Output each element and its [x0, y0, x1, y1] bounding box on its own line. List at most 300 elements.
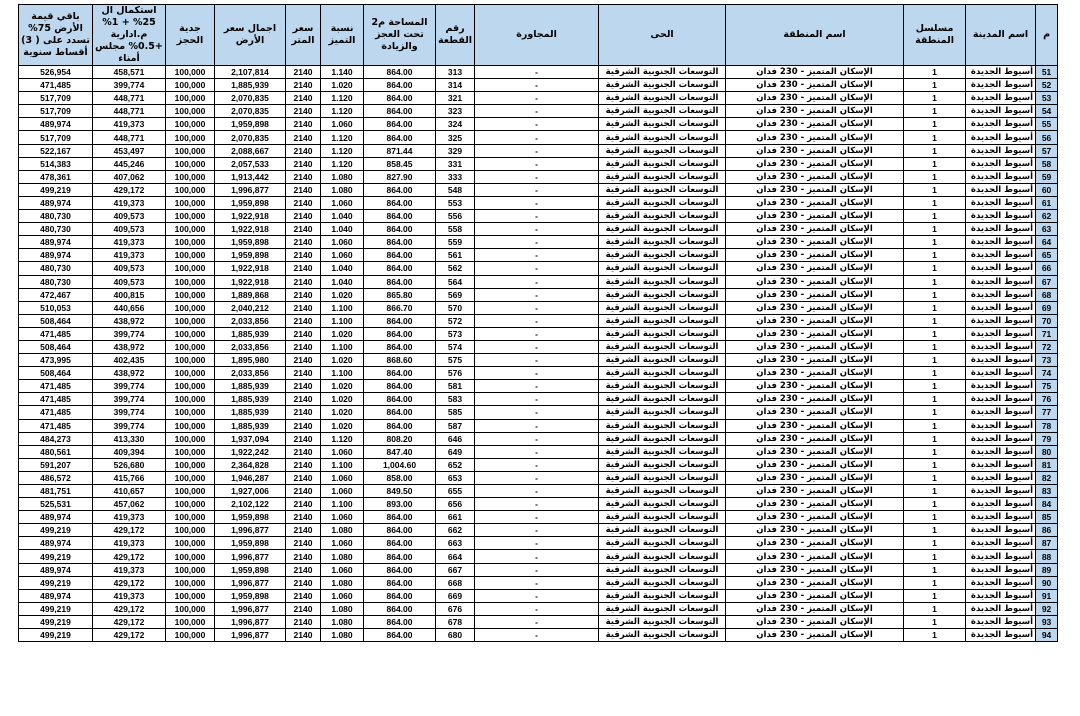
cell-area: 864.00	[364, 550, 436, 563]
cell-neighbor: -	[475, 118, 599, 131]
cell-plot: 667	[436, 563, 475, 576]
table-row	[19, 183, 1058, 196]
cell-neighbor: -	[475, 157, 599, 170]
cell-zone-serial: 1	[904, 340, 966, 353]
cell-district: التوسعات الجنوبية الشرقية	[599, 629, 726, 642]
cell-index: 56	[1036, 131, 1058, 144]
cell-zone: الإسكان المتميز - 230 فدان	[726, 458, 904, 471]
cell-city: أسيوط الجديدة	[966, 485, 1036, 498]
cell-plot: 329	[436, 144, 475, 157]
cell-total: 2,102,122	[215, 498, 286, 511]
cell-remaining: 499,219	[19, 615, 93, 628]
cell-city: أسيوط الجديدة	[966, 458, 1036, 471]
cell-index: 86	[1036, 524, 1058, 537]
cell-meter-price: 2140	[286, 118, 321, 131]
cell-zone-serial: 1	[904, 550, 966, 563]
cell-ratio: 1.120	[321, 432, 364, 445]
cell-city: أسيوط الجديدة	[966, 92, 1036, 105]
header-completion: استكمال ال 25% + 1% م.ادارية +0.5% مجلس أمناء	[93, 5, 166, 66]
cell-zone-serial: 1	[904, 288, 966, 301]
cell-remaining: 489,974	[19, 118, 93, 131]
cell-area: 808.20	[364, 432, 436, 445]
cell-city: أسيوط الجديدة	[966, 105, 1036, 118]
cell-zone: الإسكان المتميز - 230 فدان	[726, 602, 904, 615]
cell-zone-serial: 1	[904, 301, 966, 314]
cell-area: 866.70	[364, 301, 436, 314]
cell-total: 1,885,939	[215, 327, 286, 340]
cell-total: 1,889,868	[215, 288, 286, 301]
cell-total: 1,996,877	[215, 576, 286, 589]
cell-zone-serial: 1	[904, 170, 966, 183]
cell-index: 54	[1036, 105, 1058, 118]
cell-total: 1,959,898	[215, 563, 286, 576]
cell-deposit: 100,000	[166, 249, 215, 262]
cell-total: 1,922,918	[215, 223, 286, 236]
cell-meter-price: 2140	[286, 196, 321, 209]
cell-remaining: 508,464	[19, 367, 93, 380]
cell-deposit: 100,000	[166, 393, 215, 406]
cell-zone: الإسكان المتميز - 230 فدان	[726, 144, 904, 157]
cell-total: 1,996,877	[215, 615, 286, 628]
cell-meter-price: 2140	[286, 485, 321, 498]
cell-zone: الإسكان المتميز - 230 فدان	[726, 236, 904, 249]
cell-completion: 399,774	[93, 380, 166, 393]
cell-district: التوسعات الجنوبية الشرقية	[599, 249, 726, 262]
cell-meter-price: 2140	[286, 615, 321, 628]
cell-city: أسيوط الجديدة	[966, 629, 1036, 642]
cell-completion: 438,972	[93, 340, 166, 353]
cell-remaining: 517,709	[19, 105, 93, 118]
cell-city: أسيوط الجديدة	[966, 471, 1036, 484]
cell-remaining: 471,485	[19, 393, 93, 406]
cell-zone: الإسكان المتميز - 230 فدان	[726, 105, 904, 118]
cell-completion: 419,373	[93, 589, 166, 602]
cell-ratio: 1.040	[321, 223, 364, 236]
cell-ratio: 1.060	[321, 236, 364, 249]
cell-zone: الإسكان المتميز - 230 فدان	[726, 314, 904, 327]
cell-remaining: 489,974	[19, 563, 93, 576]
cell-area: 871.44	[364, 144, 436, 157]
cell-deposit: 100,000	[166, 511, 215, 524]
cell-remaining: 489,974	[19, 249, 93, 262]
cell-zone: الإسكان المتميز - 230 فدان	[726, 589, 904, 602]
cell-meter-price: 2140	[286, 157, 321, 170]
cell-zone-serial: 1	[904, 354, 966, 367]
cell-plot: 562	[436, 262, 475, 275]
cell-index: 52	[1036, 79, 1058, 92]
cell-index: 64	[1036, 236, 1058, 249]
cell-total: 1,913,442	[215, 170, 286, 183]
cell-deposit: 100,000	[166, 524, 215, 537]
cell-city: أسيوط الجديدة	[966, 537, 1036, 550]
cell-remaining: 499,219	[19, 524, 93, 537]
cell-deposit: 100,000	[166, 615, 215, 628]
cell-deposit: 100,000	[166, 367, 215, 380]
cell-remaining: 471,485	[19, 406, 93, 419]
cell-ratio: 1.060	[321, 485, 364, 498]
cell-zone-serial: 1	[904, 367, 966, 380]
cell-district: التوسعات الجنوبية الشرقية	[599, 288, 726, 301]
cell-meter-price: 2140	[286, 327, 321, 340]
cell-district: التوسعات الجنوبية الشرقية	[599, 406, 726, 419]
cell-neighbor: -	[475, 210, 599, 223]
cell-area: 864.00	[364, 262, 436, 275]
cell-index: 76	[1036, 393, 1058, 406]
cell-index: 89	[1036, 563, 1058, 576]
cell-deposit: 100,000	[166, 262, 215, 275]
cell-deposit: 100,000	[166, 563, 215, 576]
cell-total: 1,959,898	[215, 537, 286, 550]
cell-city: أسيوط الجديدة	[966, 354, 1036, 367]
cell-total: 1,922,918	[215, 210, 286, 223]
cell-zone: الإسكان المتميز - 230 فدان	[726, 576, 904, 589]
cell-district: التوسعات الجنوبية الشرقية	[599, 354, 726, 367]
cell-plot: 678	[436, 615, 475, 628]
cell-ratio: 1.060	[321, 118, 364, 131]
cell-district: التوسعات الجنوبية الشرقية	[599, 511, 726, 524]
cell-zone: الإسكان المتميز - 230 فدان	[726, 471, 904, 484]
cell-remaining: 499,219	[19, 550, 93, 563]
cell-zone: الإسكان المتميز - 230 فدان	[726, 537, 904, 550]
cell-ratio: 1.020	[321, 354, 364, 367]
cell-meter-price: 2140	[286, 144, 321, 157]
cell-deposit: 100,000	[166, 340, 215, 353]
cell-zone: الإسكان المتميز - 230 فدان	[726, 275, 904, 288]
table-row	[19, 223, 1058, 236]
cell-index: 51	[1036, 66, 1058, 79]
cell-plot: 558	[436, 223, 475, 236]
cell-district: التوسعات الجنوبية الشرقية	[599, 275, 726, 288]
cell-ratio: 1.120	[321, 157, 364, 170]
cell-zone-serial: 1	[904, 524, 966, 537]
table-row	[19, 589, 1058, 602]
cell-district: التوسعات الجنوبية الشرقية	[599, 471, 726, 484]
cell-zone: الإسكان المتميز - 230 فدان	[726, 183, 904, 196]
cell-zone: الإسكان المتميز - 230 فدان	[726, 79, 904, 92]
cell-total: 1,885,939	[215, 380, 286, 393]
cell-area: 864.00	[364, 275, 436, 288]
cell-area: 864.00	[364, 210, 436, 223]
cell-plot: 559	[436, 236, 475, 249]
cell-district: التوسعات الجنوبية الشرقية	[599, 262, 726, 275]
cell-neighbor: -	[475, 589, 599, 602]
cell-district: التوسعات الجنوبية الشرقية	[599, 301, 726, 314]
cell-index: 60	[1036, 183, 1058, 196]
cell-area: 864.00	[364, 249, 436, 262]
cell-ratio: 1.100	[321, 458, 364, 471]
table-row	[19, 563, 1058, 576]
cell-zone: الإسكان المتميز - 230 فدان	[726, 367, 904, 380]
cell-zone-serial: 1	[904, 236, 966, 249]
cell-city: أسيوط الجديدة	[966, 314, 1036, 327]
table-row	[19, 262, 1058, 275]
cell-zone: الإسكان المتميز - 230 فدان	[726, 118, 904, 131]
cell-meter-price: 2140	[286, 406, 321, 419]
cell-completion: 457,062	[93, 498, 166, 511]
cell-completion: 419,373	[93, 563, 166, 576]
cell-completion: 440,656	[93, 301, 166, 314]
cell-zone: الإسكان المتميز - 230 فدان	[726, 406, 904, 419]
cell-zone-serial: 1	[904, 471, 966, 484]
cell-total: 1,996,877	[215, 524, 286, 537]
table-row	[19, 131, 1058, 144]
cell-deposit: 100,000	[166, 170, 215, 183]
cell-plot: 313	[436, 66, 475, 79]
table-row	[19, 249, 1058, 262]
cell-index: 87	[1036, 537, 1058, 550]
cell-zone-serial: 1	[904, 183, 966, 196]
cell-meter-price: 2140	[286, 419, 321, 432]
cell-neighbor: -	[475, 92, 599, 105]
cell-area: 865.80	[364, 288, 436, 301]
table-row	[19, 498, 1058, 511]
cell-meter-price: 2140	[286, 183, 321, 196]
header-city: اسم المدينة	[966, 5, 1036, 66]
cell-index: 79	[1036, 432, 1058, 445]
cell-remaining: 471,485	[19, 380, 93, 393]
cell-completion: 429,172	[93, 615, 166, 628]
cell-city: أسيوط الجديدة	[966, 301, 1036, 314]
cell-index: 58	[1036, 157, 1058, 170]
cell-completion: 399,774	[93, 79, 166, 92]
cell-completion: 409,394	[93, 445, 166, 458]
cell-remaining: 478,361	[19, 170, 93, 183]
cell-zone-serial: 1	[904, 380, 966, 393]
cell-deposit: 100,000	[166, 589, 215, 602]
cell-plot: 548	[436, 183, 475, 196]
cell-neighbor: -	[475, 105, 599, 118]
cell-remaining: 484,273	[19, 432, 93, 445]
cell-completion: 409,573	[93, 210, 166, 223]
cell-city: أسيوط الجديدة	[966, 432, 1036, 445]
cell-city: أسيوط الجديدة	[966, 249, 1036, 262]
cell-ratio: 1.140	[321, 66, 364, 79]
cell-city: أسيوط الجديدة	[966, 511, 1036, 524]
cell-area: 864.00	[364, 615, 436, 628]
cell-zone-serial: 1	[904, 629, 966, 642]
cell-zone-serial: 1	[904, 498, 966, 511]
cell-district: التوسعات الجنوبية الشرقية	[599, 393, 726, 406]
cell-zone-serial: 1	[904, 563, 966, 576]
cell-index: 71	[1036, 327, 1058, 340]
cell-zone-serial: 1	[904, 223, 966, 236]
cell-total: 2,070,835	[215, 92, 286, 105]
cell-zone: الإسكان المتميز - 230 فدان	[726, 445, 904, 458]
header-zone: اسم المنطقة	[726, 5, 904, 66]
header-index: م	[1036, 5, 1058, 66]
cell-zone-serial: 1	[904, 210, 966, 223]
cell-index: 55	[1036, 118, 1058, 131]
cell-neighbor: -	[475, 563, 599, 576]
cell-district: التوسعات الجنوبية الشرقية	[599, 550, 726, 563]
cell-plot: 564	[436, 275, 475, 288]
cell-completion: 402,435	[93, 354, 166, 367]
cell-area: 864.00	[364, 105, 436, 118]
cell-ratio: 1.020	[321, 327, 364, 340]
cell-neighbor: -	[475, 498, 599, 511]
cell-city: أسيوط الجديدة	[966, 498, 1036, 511]
table-row	[19, 327, 1058, 340]
cell-remaining: 517,709	[19, 131, 93, 144]
cell-area: 864.00	[364, 118, 436, 131]
cell-district: التوسعات الجنوبية الشرقية	[599, 537, 726, 550]
cell-plot: 573	[436, 327, 475, 340]
cell-total: 1,927,006	[215, 485, 286, 498]
cell-zone-serial: 1	[904, 432, 966, 445]
cell-ratio: 1.080	[321, 576, 364, 589]
cell-total: 1,959,898	[215, 249, 286, 262]
cell-city: أسيوط الجديدة	[966, 602, 1036, 615]
cell-area: 864.00	[364, 419, 436, 432]
cell-deposit: 100,000	[166, 105, 215, 118]
cell-zone-serial: 1	[904, 105, 966, 118]
cell-plot: 662	[436, 524, 475, 537]
table-row	[19, 550, 1058, 563]
cell-meter-price: 2140	[286, 550, 321, 563]
cell-ratio: 1.060	[321, 589, 364, 602]
cell-total: 1,946,287	[215, 471, 286, 484]
table-row	[19, 367, 1058, 380]
cell-meter-price: 2140	[286, 524, 321, 537]
cell-total: 2,033,856	[215, 314, 286, 327]
cell-deposit: 100,000	[166, 354, 215, 367]
cell-zone: الإسكان المتميز - 230 فدان	[726, 498, 904, 511]
cell-total: 2,033,856	[215, 367, 286, 380]
cell-city: أسيوط الجديدة	[966, 157, 1036, 170]
cell-area: 864.00	[364, 183, 436, 196]
cell-area: 893.00	[364, 498, 436, 511]
cell-plot: 656	[436, 498, 475, 511]
cell-city: أسيوط الجديدة	[966, 288, 1036, 301]
cell-area: 849.50	[364, 485, 436, 498]
cell-index: 70	[1036, 314, 1058, 327]
cell-total: 2,033,856	[215, 340, 286, 353]
cell-remaining: 499,219	[19, 602, 93, 615]
cell-total: 1,922,242	[215, 445, 286, 458]
table-row	[19, 157, 1058, 170]
cell-completion: 409,573	[93, 262, 166, 275]
cell-zone-serial: 1	[904, 537, 966, 550]
cell-deposit: 100,000	[166, 629, 215, 642]
cell-city: أسيوط الجديدة	[966, 406, 1036, 419]
cell-ratio: 1.120	[321, 131, 364, 144]
cell-remaining: 499,219	[19, 183, 93, 196]
cell-ratio: 1.060	[321, 511, 364, 524]
cell-neighbor: -	[475, 380, 599, 393]
cell-index: 61	[1036, 196, 1058, 209]
cell-area: 864.00	[364, 589, 436, 602]
cell-completion: 429,172	[93, 576, 166, 589]
cell-neighbor: -	[475, 301, 599, 314]
cell-district: التوسعات الجنوبية الشرقية	[599, 340, 726, 353]
cell-plot: 649	[436, 445, 475, 458]
cell-meter-price: 2140	[286, 458, 321, 471]
cell-area: 864.00	[364, 340, 436, 353]
cell-remaining: 526,954	[19, 66, 93, 79]
cell-area: 864.00	[364, 524, 436, 537]
header-deposit: جدية الحجز	[166, 5, 215, 66]
cell-area: 864.00	[364, 131, 436, 144]
cell-plot: 646	[436, 432, 475, 445]
cell-deposit: 100,000	[166, 498, 215, 511]
cell-ratio: 1.060	[321, 196, 364, 209]
cell-area: 864.00	[364, 537, 436, 550]
cell-completion: 399,774	[93, 406, 166, 419]
cell-zone-serial: 1	[904, 314, 966, 327]
cell-district: التوسعات الجنوبية الشرقية	[599, 602, 726, 615]
cell-district: التوسعات الجنوبية الشرقية	[599, 458, 726, 471]
table-row	[19, 288, 1058, 301]
cell-district: التوسعات الجنوبية الشرقية	[599, 563, 726, 576]
cell-area: 864.00	[364, 380, 436, 393]
cell-zone: الإسكان المتميز - 230 فدان	[726, 354, 904, 367]
cell-index: 88	[1036, 550, 1058, 563]
cell-remaining: 510,053	[19, 301, 93, 314]
cell-zone: الإسكان المتميز - 230 فدان	[726, 563, 904, 576]
cell-index: 85	[1036, 511, 1058, 524]
cell-zone-serial: 1	[904, 92, 966, 105]
cell-zone: الإسكان المتميز - 230 فدان	[726, 170, 904, 183]
cell-zone: الإسكان المتميز - 230 فدان	[726, 249, 904, 262]
cell-index: 92	[1036, 602, 1058, 615]
cell-district: التوسعات الجنوبية الشرقية	[599, 118, 726, 131]
cell-neighbor: -	[475, 170, 599, 183]
cell-neighbor: -	[475, 275, 599, 288]
cell-meter-price: 2140	[286, 367, 321, 380]
cell-deposit: 100,000	[166, 537, 215, 550]
cell-area: 864.00	[364, 314, 436, 327]
cell-deposit: 100,000	[166, 223, 215, 236]
cell-district: التوسعات الجنوبية الشرقية	[599, 79, 726, 92]
cell-district: التوسعات الجنوبية الشرقية	[599, 223, 726, 236]
cell-neighbor: -	[475, 524, 599, 537]
table-row	[19, 170, 1058, 183]
cell-index: 63	[1036, 223, 1058, 236]
cell-neighbor: -	[475, 249, 599, 262]
cell-plot: 583	[436, 393, 475, 406]
land-price-table	[18, 4, 1058, 642]
cell-deposit: 100,000	[166, 157, 215, 170]
cell-remaining: 480,730	[19, 210, 93, 223]
cell-completion: 429,172	[93, 524, 166, 537]
cell-district: التوسعات الجنوبية الشرقية	[599, 485, 726, 498]
cell-neighbor: -	[475, 340, 599, 353]
cell-neighbor: -	[475, 314, 599, 327]
cell-area: 1,004.60	[364, 458, 436, 471]
cell-deposit: 100,000	[166, 471, 215, 484]
cell-remaining: 489,974	[19, 511, 93, 524]
cell-ratio: 1.060	[321, 537, 364, 550]
cell-district: التوسعات الجنوبية الشرقية	[599, 131, 726, 144]
cell-meter-price: 2140	[286, 66, 321, 79]
cell-total: 1,959,898	[215, 236, 286, 249]
cell-index: 69	[1036, 301, 1058, 314]
table-row	[19, 511, 1058, 524]
header-ratio: نسبة التميز	[321, 5, 364, 66]
cell-completion: 429,172	[93, 183, 166, 196]
table-row	[19, 144, 1058, 157]
cell-meter-price: 2140	[286, 576, 321, 589]
cell-remaining: 486,572	[19, 471, 93, 484]
cell-neighbor: -	[475, 511, 599, 524]
cell-city: أسيوط الجديدة	[966, 589, 1036, 602]
cell-completion: 438,972	[93, 314, 166, 327]
cell-district: التوسعات الجنوبية الشرقية	[599, 576, 726, 589]
cell-meter-price: 2140	[286, 354, 321, 367]
cell-ratio: 1.020	[321, 79, 364, 92]
cell-plot: 325	[436, 131, 475, 144]
cell-district: التوسعات الجنوبية الشرقية	[599, 498, 726, 511]
